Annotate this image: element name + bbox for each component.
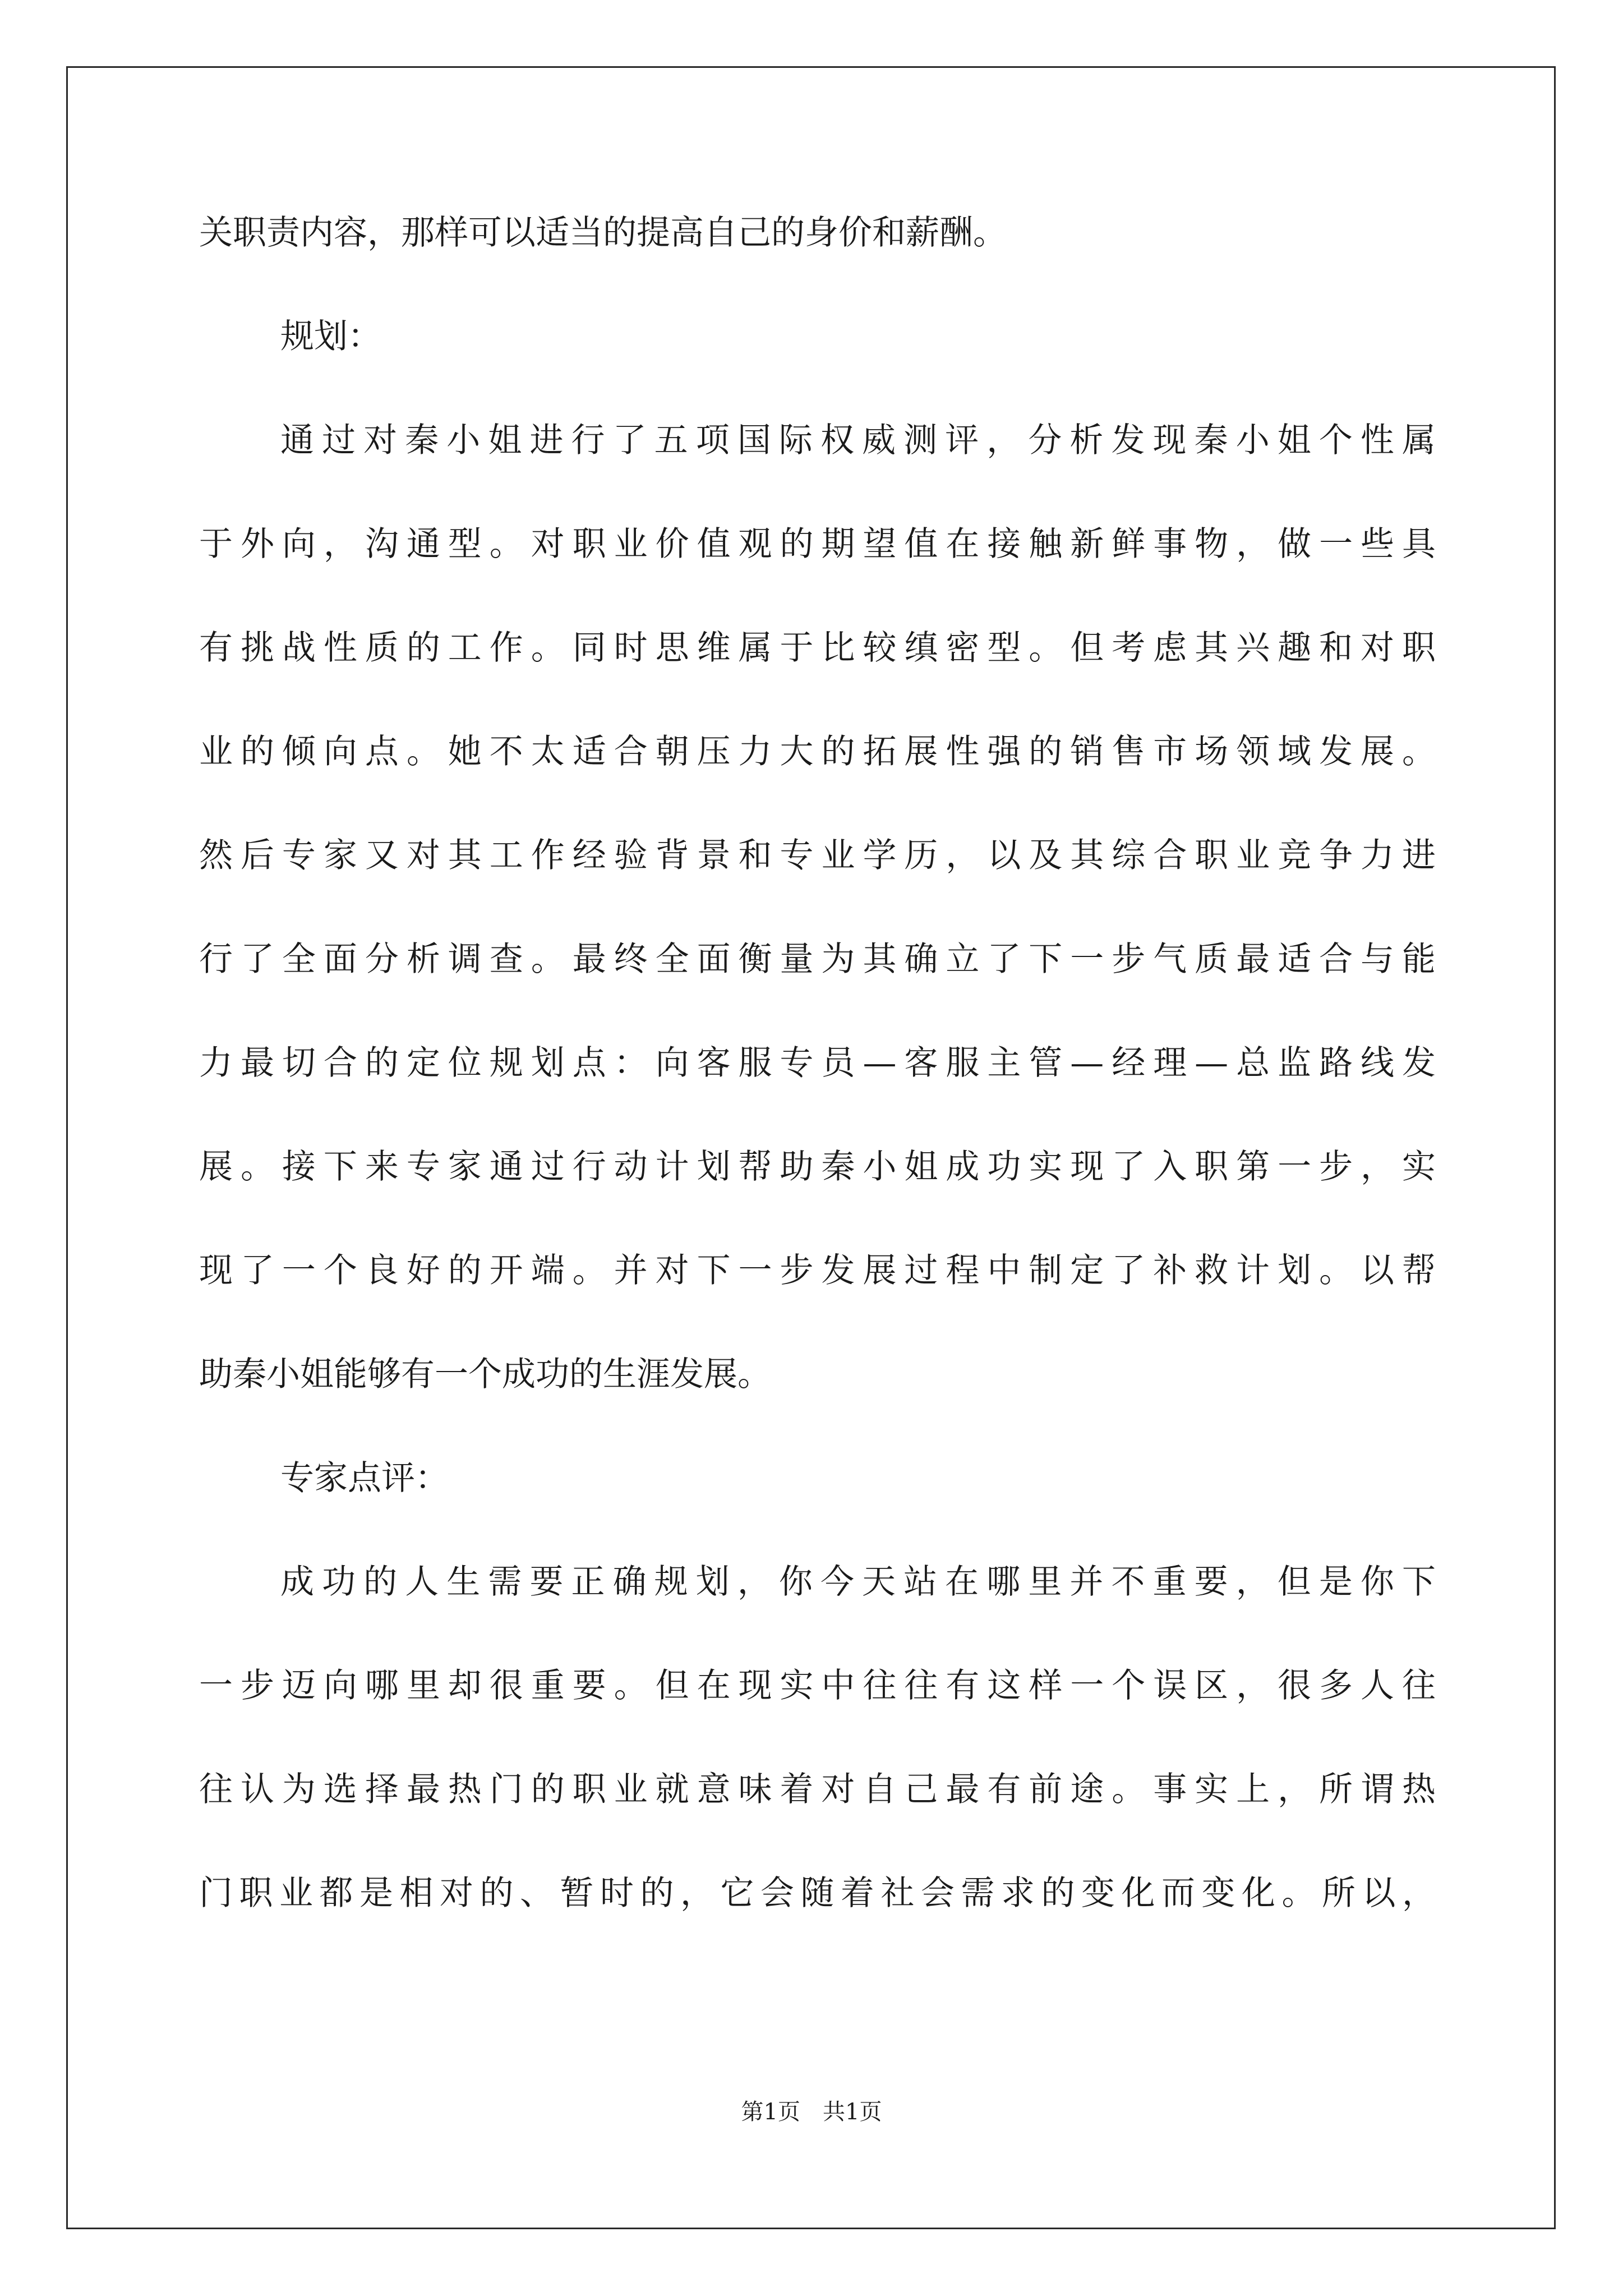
paragraph-line: 力最切合的定位规划点：向客服专员—客服主管—经理—总监路线发 — [199, 1043, 1436, 1083]
section-heading-planning: 规划： — [280, 317, 381, 356]
document-body — [199, 212, 1436, 1976]
paragraph-line: 一步迈向哪里却很重要。但在现实中往往有这样一个误区，很多人往 — [199, 1666, 1436, 1705]
paragraph-line: 展。接下来专家通过行动计划帮助秦小姐成功实现了入职第一步，实 — [199, 1147, 1436, 1186]
paragraph-line: 成功的人生需要正确规划，你今天站在哪里并不重要，但是你下 — [280, 1562, 1436, 1602]
paragraph-line: 往认为选择最热门的职业就意味着对自己最有前途。事实上，所谓热 — [199, 1770, 1436, 1809]
paragraph-line: 门职业都是相对的、暂时的，它会随着社会需求的变化而变化。所以， — [199, 1874, 1436, 1913]
paragraph-line: 行了全面分析调查。最终全面衡量为其确立了下一步气质最适合与能 — [199, 940, 1436, 979]
paragraph-line: 然后专家又对其工作经验背景和专业学历，以及其综合职业竞争力进 — [199, 836, 1436, 875]
paragraph-line: 通过对秦小姐进行了五项国际权威测评，分析发现秦小姐个性属 — [280, 421, 1436, 460]
paragraph-line: 业的倾向点。她不太适合朝压力大的拓展性强的销售市场领域发展。 — [199, 732, 1436, 771]
paragraph-line: 助秦小姐能够有一个成功的生涯发展。 — [199, 1355, 771, 1394]
paragraph-line: 有挑战性质的工作。同时思维属于比较缜密型。但考虑其兴趣和对职 — [199, 628, 1436, 668]
paragraph-line: 于外向，沟通型。对职业价值观的期望值在接触新鲜事物，做一些具 — [199, 524, 1436, 564]
paragraph-line: 现了一个良好的开端。并对下一步发展过程中制定了补救计划。以帮 — [199, 1251, 1436, 1290]
paragraph-line: 关职责内容，那样可以适当的提高自己的身价和薪酬。 — [199, 213, 1007, 252]
section-heading-expert-review: 专家点评： — [280, 1458, 449, 1498]
page-number-footer: 第1页 共1页 — [741, 2099, 882, 2125]
